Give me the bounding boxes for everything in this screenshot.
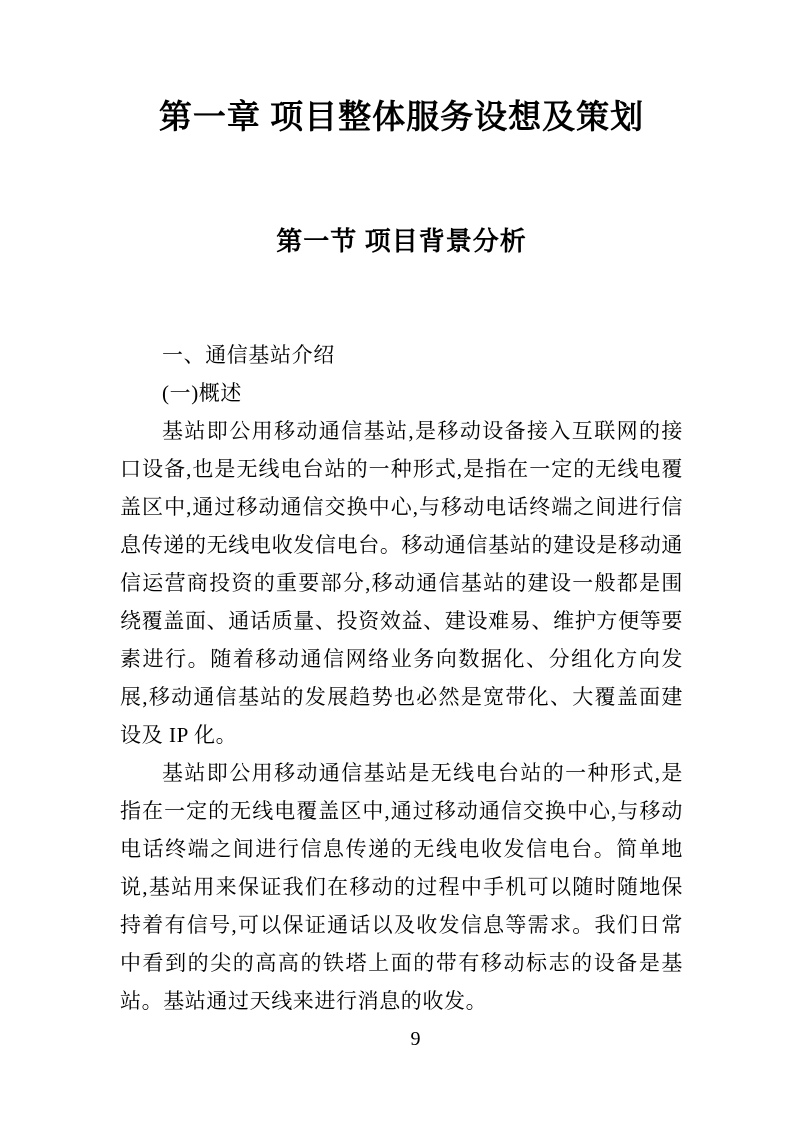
document-body <box>120 336 683 1020</box>
paragraph-2: 基站即公用移动通信基站是无线电台站的一种形式,是指在一定的无线电覆盖区中,通过移动通信交换中心,与移动电话终端之间进行信息传递的无线电收发信电台。简单地说,基站用来保证我们在移动的过程中手机可以随时随地保持着有信号,可以保证通话以及收发信息等需求。我们日常中看到的尖的高高的铁塔上面的带有移动标志的设备是基站。基站通过天线来进行消息的收发。 <box>120 761 683 1013</box>
list-heading: 一、通信基站介绍 <box>162 343 335 367</box>
paragraph-1: 基站即公用移动通信基站,是移动设备接入互联网的接口设备,也是无线电台站的一种形式,是指在一定的无线电覆盖区中,通过移动通信交换中心,与移动电话终端之间进行信息传递的无线电收发信电台。移动通信基站的建设是移动通信运营商投资的重要部分,移动通信基站的建设一般都是围绕覆盖面、通话质量、投资效益、建设难易、维护方便等要素进行。随着移动通信网络业务向数据化、分组化方向发展,移动通信基站的发展趋势也必然是宽带化、大覆盖面建设及 IP 化。 <box>120 419 683 747</box>
chapter-title: 第一章 项目整体服务设想及策划 <box>158 100 645 136</box>
section-title: 第一节 项目背景分析 <box>276 227 527 256</box>
page-number: 9 <box>410 1028 421 1050</box>
subsection-heading: (一)概述 <box>162 381 242 405</box>
